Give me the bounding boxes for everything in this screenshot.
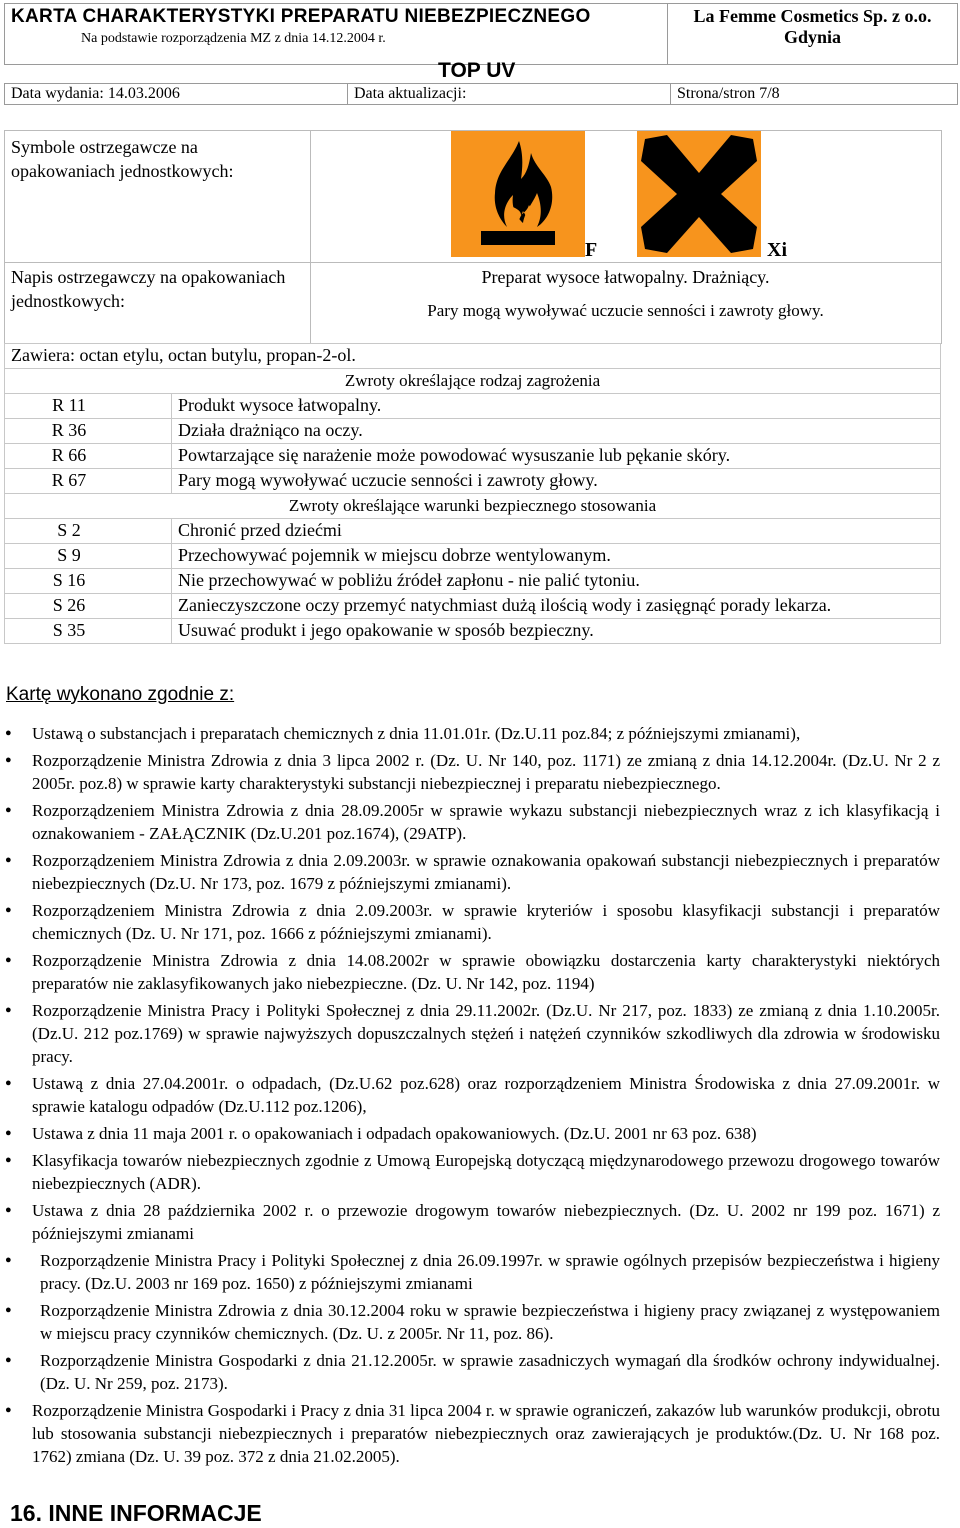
s-phrase-text: Przechowywać pojemnik w miejscu dobrze wentylowanym. [172, 544, 941, 569]
warning-caption-label: Napis ostrzegawczy na opakowaniach jednostkowych: [11, 267, 286, 311]
s-phrase-code: S 35 [5, 619, 172, 644]
r-phrases-heading [5, 369, 941, 394]
company-city: Gdynia [783, 27, 842, 47]
r-phrase-row [5, 419, 941, 444]
s-phrases-heading-text: Zwroty określające warunki bezpiecznego stosowania [5, 494, 941, 519]
r-phrase-row [5, 469, 941, 494]
reference-item: ● Ustawą o substancjach i preparatach chemicznych z dnia 11.01.01r. (Dz.U.11 poz.84; z późniejszymi zmianami), [0, 722, 940, 745]
reference-item: ● Rozporządzenie Ministra Gospodarki z dnia 21.12.2005r. w sprawie zasadniczych wymagań dla środków ochrony indywidualnej. (Dz. U. Nr 259, poz. 2173). [0, 1349, 940, 1395]
contains-label: Zawiera: [11, 345, 75, 365]
reference-item: ● Rozporządzenie Ministra Pracy i Polityki Społecznej z dnia 26.09.1997r. w sprawie ogólnych przepisów bezpieczeństwa i higieny pracy. (Dz.U. 2003 nr 169 poz. 1650) z późniejszymi zmianami [0, 1249, 940, 1295]
reference-item: ● Rozporządzenie Ministra Pracy i Polityki Społecznej z dnia 29.11.2002r. (Dz.U. Nr 217, poz. 1833) ze zmianą z dnia 1.10.2005r. (Dz.U. 212 poz.1769) w sprawie najwyższych dopuszczalnych stężeń i natężeń czynników szkodliwych dla zdrowia w środowisku pracy. [0, 999, 940, 1068]
s-phrase-row [5, 594, 941, 619]
contains-value: octan etylu, octan butylu, propan-2-ol. [79, 345, 356, 365]
document-title: KARTA CHARAKTERYSTYKI PREPARATU NIEBEZPIECZNEGO [11, 6, 591, 27]
reference-item: ● Klasyfikacja towarów niebezpiecznych zgodnie z Umową Europejską dotyczącą międzynarodowego przewozu drogowego towarów niebezpiecznych (ADR). [0, 1149, 940, 1195]
symbols-label: Symbole ostrzegawcze na opakowaniach jednostkowych: [11, 137, 234, 181]
reference-item: ● Rozporządzenie Ministra Gospodarki i Pracy z dnia 31 lipca 2004 r. w sprawie ograniczeń, zakazów lub warunków produkcji, obrotu lub stosowania substancji niebezpiecznych i preparatów niebezpiecznych oraz zawierających je produktów.(Dz. U. Nr 168 poz. 1762) zmiana (Dz. U. 39 poz. 372 z dnia 21.02.2005). [0, 1399, 940, 1468]
r-phrase-code: R 36 [5, 419, 172, 444]
reference-item: ● Rozporządzenie Ministra Zdrowia z dnia 3 lipca 2002 r. (Dz. U. Nr 140, poz. 1171) ze zmianą z dnia 14.12.2004r. (Dz.U. Nr 2 z 2005r. poz.8) w sprawie karty charakterystyki substancji niebezpiecznej i preparatu niebezpiecznego. [0, 749, 940, 795]
s-phrase-text: Usuwać produkt i jego opakowanie w sposób bezpieczny. [172, 619, 941, 644]
reference-item: ● Ustawą z dnia 27.04.2001r. o odpadach, (Dz.U.62 poz.628) oraz rozporządzeniem Ministra Środowiska z dnia 27.09.2001r. w sprawie katalogu odpadów (Dz.U.112 poz.1206), [0, 1072, 940, 1118]
r-phrase-text: Działa drażniąco na oczy. [172, 419, 941, 444]
s-phrase-row [5, 544, 941, 569]
r-phrase-code: R 67 [5, 469, 172, 494]
contains-row [5, 344, 941, 369]
irritant-cross-icon [637, 131, 761, 257]
references-heading: Kartę wykonano zgodnie z: [6, 684, 235, 705]
company-cell [668, 4, 958, 65]
symbol-f-label: F [585, 239, 598, 261]
product-name: TOP UV [438, 59, 516, 82]
s-phrases-heading [5, 494, 941, 519]
issue-date: Data wydania: 14.03.2006 [5, 84, 348, 105]
s-phrase-text: Chronić przed dziećmi [172, 519, 941, 544]
company-name: La Femme Cosmetics Sp. z o.o. [693, 6, 932, 26]
s-phrase-row [5, 519, 941, 544]
regulation-basis: Na podstawie rozporządzenia MZ z dnia 14.12.2004 r. [81, 31, 386, 46]
r-phrase-code: R 11 [5, 394, 172, 419]
flammable-icon [451, 131, 585, 257]
reference-item: ● Rozporządzeniem Ministra Zdrowia z dnia 2.09.2003r. w sprawie oznakowania opakowań substancji niebezpiecznych i preparatów niebezpiecznych (Dz.U. Nr 173, poz. 1679 z późniejszymi zmianami). [0, 849, 940, 895]
reference-item: ● Rozporządzenie Ministra Zdrowia z dnia 14.08.2002r w sprawie obowiązku dostarczenia karty charakterystyki niektórych preparatów nie zaklasyfikowanych jako niebezpieczne. (Dz. U. Nr 142, poz. 1194) [0, 949, 940, 995]
s-phrase-code: S 2 [5, 519, 172, 544]
r-phrase-text: Powtarzające się narażenie może powodować wysuszanie lub pękanie skóry. [172, 444, 941, 469]
s-phrase-code: S 16 [5, 569, 172, 594]
update-date-label: Data aktualizacji: [348, 84, 671, 105]
r-phrase-text: Pary mogą wywoływać uczucie senności i zawroty głowy. [172, 469, 941, 494]
document-header [4, 3, 958, 104]
warning-text-1: Preparat wysoce łatwopalny. Drażniący. [481, 267, 770, 287]
warning-symbols-box [4, 130, 942, 344]
symbol-xi-label: Xi [767, 239, 787, 261]
reference-item: ● Ustawa z dnia 11 maja 2001 r. o opakowaniach i odpadach opakowaniowych. (Dz.U. 2001 nr 63 poz. 638) [0, 1122, 940, 1145]
reference-item: ● Rozporządzenie Ministra Zdrowia z dnia 30.12.2004 roku w sprawie bezpieczeństwa i higieny pracy związanej z występowaniem w miejscu pracy czynników chemicznych. (Dz. U. z 2005r. Nr 11, poz. 86). [0, 1299, 940, 1345]
s-phrase-row [5, 569, 941, 594]
reference-item: ● Rozporządzeniem Ministra Zdrowia z dnia 2.09.2003r. w sprawie kryteriów i sposobu klasyfikacji substancji i preparatów chemicznych (Dz. U. Nr 171, poz. 1666 z późniejszymi zmianami). [0, 899, 940, 945]
r-phrase-row [5, 394, 941, 419]
s-phrase-code: S 9 [5, 544, 172, 569]
references-list [0, 722, 940, 1472]
page-number: Strona/stron 7/8 [671, 84, 958, 105]
s-phrase-code: S 26 [5, 594, 172, 619]
section-16-heading: 16. INNE INFORMACJE [10, 1500, 262, 1526]
phrases-table [4, 343, 941, 644]
r-phrase-row [5, 444, 941, 469]
s-phrase-text: Zanieczyszczone oczy przemyć natychmiast dużą ilością wody i zasięgnąć porady lekarza. [172, 594, 941, 619]
r-phrase-text: Produkt wysoce łatwopalny. [172, 394, 941, 419]
reference-item: ● Rozporządzeniem Ministra Zdrowia z dnia 28.09.2005r w sprawie wykazu substancji niebezpiecznych wraz z ich klasyfikacją i oznakowaniem - ZAŁĄCZNIK (Dz.U.201 poz.1674), (29ATP). [0, 799, 940, 845]
header-title-cell [5, 4, 668, 65]
s-phrase-text: Nie przechowywać w pobliżu źródeł zapłonu - nie palić tytoniu. [172, 569, 941, 594]
reference-item: ● Ustawa z dnia 28 października 2002 r. o przewozie drogowym towarów niebezpiecznych. (Dz. U. 2002 nr 199 poz. 1671) z późniejszymi zmianami [0, 1199, 940, 1245]
s-phrase-row [5, 619, 941, 644]
warning-text-2: Pary mogą wywoływać uczucie senności i zawroty głowy. [427, 301, 824, 320]
r-phrases-heading-text: Zwroty określające rodzaj zagrożenia [5, 369, 941, 394]
r-phrase-code: R 66 [5, 444, 172, 469]
